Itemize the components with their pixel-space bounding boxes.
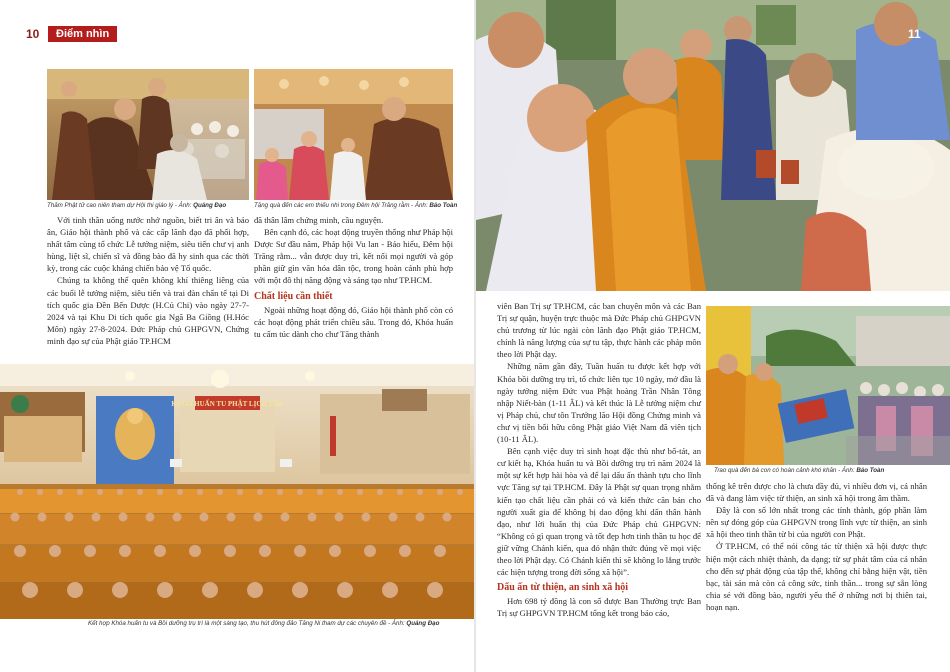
left-column-1 — [47, 214, 249, 347]
caption-photo3 — [88, 620, 468, 627]
page-number-left: 10 — [26, 27, 40, 41]
caption-photo3-text: Kết hợp Khóa huấn tu và Bồi dưỡng trụ trì là một sáng tạo, thu hút đông đảo Tăng Ni tham dự các chuyên đề - Ảnh: — [88, 620, 405, 627]
paragraph: Bên cạnh việc duy trì sinh hoạt đặc thù như bố-tát, an cư kiết hạ, Khóa huấn tu và Bồi dưỡng trụ trì năm 2024 là một sự kết hợp hài hòa và để lại dấu ấn thành tựu cho lĩnh vực Tăng sự tại TP.HCM. Đây là Phật sự quan trọng nhằm kiến tạo chất liệu cần phải có và kiến thức căn bản cho người xuất gia để không bị dao động khi dấn thân hành đạo, như lời huấn thị của Đức Pháp chủ GHPGVN: “Không có gì quan trọng và tốt đẹp hơn tinh thần tu học để giữ vững Chánh kiến, qua đó nhận thức đúng về mọi việc theo lời Phật dạy. Có Chánh kiến thì sẽ không lo lắng trước các hiện tượng trong đời sống xã hội”. — [497, 446, 701, 578]
paragraph: Ngoài những hoạt động đó, Giáo hội thành phố còn có các hoạt động phát triển chiều sâu. Trong đó, Khóa huấn tu cấm túc dành cho chư Tăng thành — [254, 304, 453, 339]
photo-monk-visiting-elderly — [47, 69, 249, 200]
caption-photo4-text: Trao quà đến bà con có hoàn cảnh khó khăn - Ảnh: — [714, 467, 855, 474]
photo-illustration — [47, 69, 249, 200]
paragraph: Chúng ta không thể quên không khí thiêng liêng của các buổi lễ tưởng niệm, siêu tiến và trai đàn chẩn tế tại Di tích quốc gia Đền Bến Dược (H.Củ Chi) vào ngày 27-7-2024 và tại Khu Di tích quốc gia Ngã Ba Giồng (H.Hóc Môn) ngày 27-8-2024. Đức Pháp chủ GHPGVN, Chứng minh đạo sự của Phật giáo TP.HCM — [47, 275, 249, 346]
paragraph: đã thân lâm chứng minh, cầu nguyện. — [254, 215, 384, 225]
photo-illustration — [0, 364, 474, 619]
caption-photo2 — [254, 202, 464, 209]
paragraph: Đây là con số lớn nhất trong các tỉnh thành, góp phần làm nên sự đóng góp của GHPGVN trong lĩnh vực từ thiện, an sinh xã hội theo tinh thần từ bi của người con Phật. — [706, 505, 927, 540]
right-column-1 — [497, 300, 701, 619]
photo-illustration — [706, 306, 950, 465]
photo-gifts-to-elderly — [706, 306, 950, 465]
page-number-right: 11 — [908, 27, 921, 41]
paragraph: Ở TP.HCM, có thể nói công tác từ thiện xã hội được thực hiện một cách nhiệt thành, đa dạng; từ sự phát tâm của cá nhân cho đến sự phát động của tập thể, không chỉ bằng hiện vật, tiền bạc, tài sản mà còn cả công sức, tinh thần... trong sự sẵn lòng chia sẻ với đồng bào, người yếu thế ở những nơi bị thiên tai, hoạn nạn. — [706, 541, 927, 612]
photo-illustration — [476, 0, 950, 291]
caption-photo1-text: Thăm Phật tử cao niên tham dự Hội thi giáo lý - Ảnh: — [47, 202, 192, 209]
caption-photo2-credit: Bảo Toàn — [429, 202, 458, 209]
paragraph: Hơn 698 tỷ đồng là con số được Ban Thường trực Ban Trị sự GHPGVN TP.HCM tổng kết trong báo cáo, — [497, 596, 701, 619]
paragraph: Bên cạnh đó, các hoạt động truyền thống như Pháp hội Dược Sư đầu năm, Pháp hội Vu lan - Báo hiếu, Đêm hội Trăng rằm... vẫn được duy trì, kết nối mọi người và góp phần giữ gìn văn hóa dân tộc, trong hoàn cảnh phù hợp với một đô thị năng động và sáng tạo như TP.HCM. — [254, 227, 453, 286]
subheading: Dấu ấn từ thiện, an sinh xã hội — [497, 582, 629, 594]
caption-photo4-credit: Bảo Toàn — [856, 467, 885, 474]
caption-photo2-text: Tặng quà đến các em thiếu nhi trong Đêm hội Trăng rằm - Ảnh: — [254, 202, 428, 209]
left-column-2 — [254, 214, 453, 340]
paragraph: Những năm gần đây, Tuần huấn tu được kết hợp với Khóa bồi dưỡng trụ trì, tổ chức liên tục 10 ngày, mở đầu là ngày tưởng niệm Đức vua Phật hoàng Trần Nhân Tông nhập Niết-bàn (1-11 ÂL) và kết thúc là Lễ tưởng niệm chư vị Pháp chủ, chư tôn Trưởng lão Hội đồng Chứng minh và chư vị tiền bối hữu công Phật giáo Việt Nam đã viên tịch (10-11 ÂL). — [497, 361, 701, 445]
banner-text: KHÓA HUẤN TU PHẬT LỊCH 2568 — [171, 400, 283, 408]
paragraph: viên Ban Trị sự TP.HCM, các ban chuyên môn và các Ban Trị sự quận, huyện trực thuộc mà Đức Pháp chủ GHPGVN chủ trương từ lúc ngài còn lãnh đạo Phật giáo TP.HCM, chính là năng lượng của sự tu tập, thực hành các pháp môn theo lời Phật dạy. — [497, 301, 701, 360]
subheading: Chất liệu cần thiết — [254, 290, 333, 302]
section-tag: Điểm nhìn — [48, 26, 117, 42]
photo-training-hall — [0, 364, 474, 619]
caption-photo3-credit: Quảng Đạo — [406, 620, 440, 627]
caption-photo1-credit: Quảng Đạo — [193, 202, 227, 209]
photo-illustration — [254, 69, 453, 200]
right-column-2 — [706, 480, 927, 613]
paragraph: Với tinh thần uống nước nhớ nguồn, biết tri ân và báo ân, Giáo hội thành phố và các cấp lãnh đạo đã phối hợp, nhất tâm cùng tổ chức Lễ tưởng niệm, siêu tiến chư vị anh hùng, liệt sĩ, chiến sĩ và đồng bào đã hy sinh qua các thời kỳ, trong các cuộc kháng chiến bảo vệ Tổ quốc. — [47, 215, 249, 274]
photo-monks-giving-gifts — [476, 0, 950, 291]
paragraph: thống kê trên được cho là chưa đầy đủ, vì nhiều đơn vị, cá nhân đã và đang làm việc từ thiện, an sinh xã hội trong âm thầm. — [706, 481, 927, 504]
caption-photo4 — [714, 467, 950, 474]
caption-photo1 — [47, 202, 252, 209]
photo-gifts-to-children — [254, 69, 453, 200]
